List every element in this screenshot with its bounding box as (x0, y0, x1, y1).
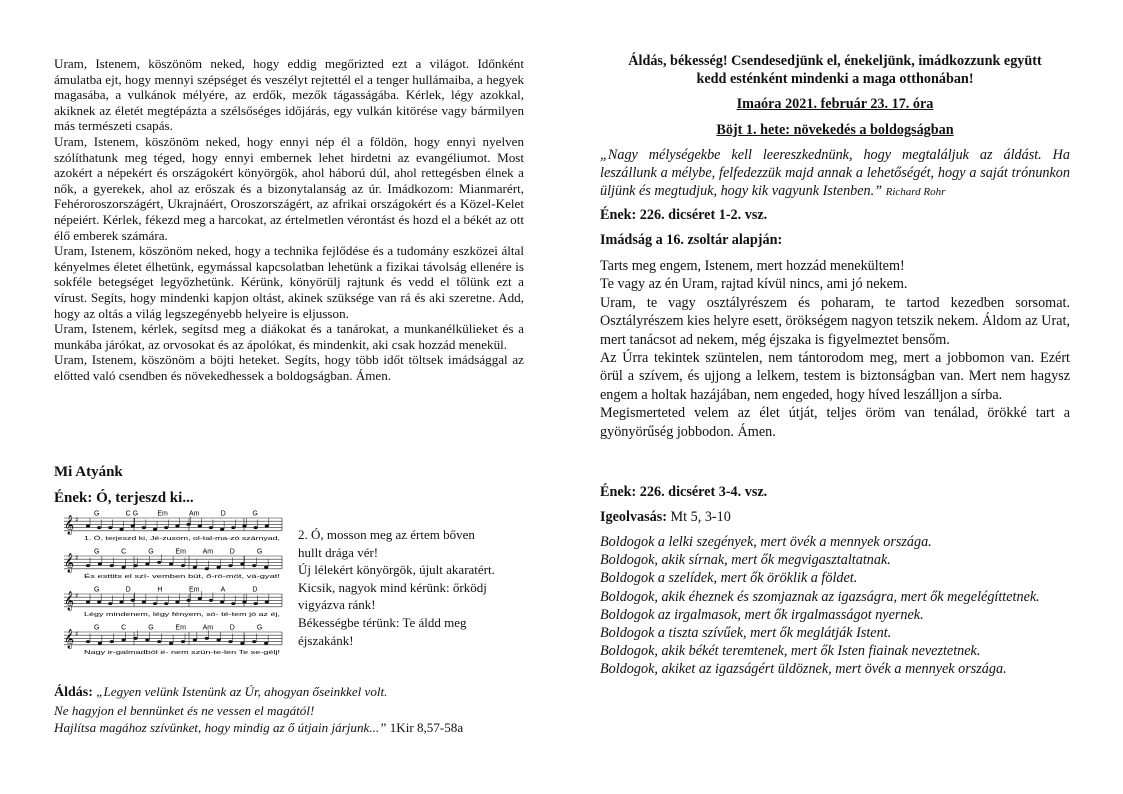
note-head (228, 640, 232, 643)
note-head (142, 526, 146, 529)
song-title: Ének: Ó, terjeszd ki... (54, 490, 194, 506)
note-head (133, 564, 137, 567)
note-head (108, 602, 112, 605)
psalm-paragraph: Tarts meg engem, Istenem, mert hozzád menekültem! (600, 258, 905, 274)
note-head (231, 526, 235, 529)
note-head (145, 639, 149, 642)
note-head (133, 637, 137, 640)
blessing-line-2: Ne hagyjon el bennünket és ne vessen el magától! (54, 702, 315, 718)
prayer-paragraph: Uram, Istenem, köszönöm a böjti heteket. Segíts, hogy több időt töltsek imádsággal az előtted való csendben és növekedhessek a boldogságban. Ámen. (54, 352, 524, 383)
note-head (186, 599, 190, 602)
lyric-line: 1. Ó, terjeszd ki, Jé-zusom, ol-tal-ma-zó szárnyad, (84, 536, 209, 542)
note-head (119, 601, 123, 604)
scripture-reference: Mt 5, 3-10 (667, 509, 731, 525)
note-head (86, 564, 90, 567)
treble-clef-icon: 𝄞 (64, 553, 75, 573)
chord-label: Em (157, 510, 168, 518)
note-head (153, 528, 157, 531)
verse-line: éjszakánk! (298, 632, 354, 648)
chord-label: Em (175, 624, 186, 632)
note-head (193, 566, 197, 569)
sheet-music (64, 506, 296, 664)
treble-clef-icon: 𝄞 (64, 591, 75, 611)
note-head (110, 640, 114, 643)
beatitude-line: Boldogok, akik éheznek és szomjaznak az igazságra, mert ők megelégíttetnek. (600, 588, 1040, 605)
note-head (231, 602, 235, 605)
lyric-line: Nagy ir-galmadból é- nem szün-te-len Te se-gélj! (84, 650, 281, 656)
note-head (181, 640, 185, 643)
note-head (97, 601, 101, 604)
prayer-paragraph: Uram, Istenem, kérlek, segítsd meg a diákokat és a tanárokat, a munkanélkülieket és a munkába járókat, az orvosokat és az ápolókat, és mindenkit, aki csak hozzád menekül. (54, 321, 524, 352)
beatitude-line: Boldogok a szelídek, mert ők öröklik a földet. (600, 570, 858, 587)
verse-line: Új lélekért könyörgök, újult akaratért. (298, 562, 495, 578)
note-head (86, 640, 90, 643)
note-head (169, 642, 173, 645)
chord-label: G (148, 548, 154, 556)
chord-label: C (121, 548, 127, 556)
note-head (205, 637, 209, 640)
note-head (169, 563, 173, 566)
beatitude-line: Boldogok a tiszta szívűek, mert ők meglátják Istent. (600, 625, 892, 642)
beatitude-line: Boldogok az irgalmasok, mert ők irgalmasságot nyernek. (600, 606, 924, 623)
verse-line: 2. Ó, mosson meg az értem bőven (298, 527, 475, 542)
note-head (157, 561, 161, 564)
beatitude-line: Boldogok a lelki szegények, mert övék a mennyek országa. (600, 534, 932, 550)
chord-label: G (148, 624, 154, 632)
note-head (252, 564, 256, 567)
chord-label: G (94, 548, 100, 556)
verse-line: hullt drága vér! (298, 544, 379, 560)
chord-label: A (220, 586, 226, 594)
note-head (265, 601, 269, 604)
treble-clef-icon: 𝄞 (64, 515, 75, 535)
blessing-label: Áldás: (54, 685, 93, 700)
note-head (264, 642, 268, 645)
psalm-paragraph: Te vagy az én Uram, rajtad kívül nincs, ami jó nekem. (600, 276, 908, 293)
note-head (97, 526, 101, 529)
right-page (600, 0, 1070, 794)
verse-line: Kicsik, nagyok mind kérünk: őrködj (298, 579, 487, 595)
note-head (142, 601, 146, 604)
note-head (209, 526, 213, 529)
page-title: Áldás, békesség! Csendesedjünk el, énekeljünk, imádkozzunk együtt kedd esténként mindenki a maga otthonában! (628, 53, 1042, 87)
note-head (119, 528, 123, 531)
verse-line: Békességbe térünk: Te áldd meg (298, 614, 467, 630)
adoration-heading: Imádság a 16. zsoltár alapján: (600, 232, 783, 248)
chord-label: C (121, 624, 127, 632)
note-head (264, 566, 268, 569)
blessing (54, 683, 529, 737)
note-head (145, 563, 149, 566)
note-head (198, 525, 202, 528)
lyric-line: És esttits el szí- vemben bút, ő-rö-möt, vá-gyat! (84, 574, 202, 580)
prayer-paragraph: Uram, Istenem, köszönöm neked, hogy a technika fejlődése és a tudomány eszközei által kényelmes életet élhetünk, egymással kapcsolatban lehetünk a fizikai távolság ellenére is sokféle betegséget legyőzhetünk. Kérünk, könyörülj rajtunk és vedd el tőlünk ezt a vírust. Segíts, hogy mindenki kapjon oltást, akinek szüksége van rá és aki szeretne. Add, hogy az oltás a világ legszegényebb helyeire is eljusson. (54, 243, 524, 321)
sharp-icon: ♯ (75, 592, 79, 600)
verse-line: vigyázva ránk! (298, 597, 376, 613)
note-head (220, 601, 224, 604)
note-head (209, 599, 213, 602)
blessing-line-1: Áldás: „Legyen velünk Istenünk az Úr, ahogyan őseinkkel volt. (54, 684, 388, 700)
chord-label: C G (125, 510, 139, 518)
left-page (54, 0, 524, 794)
beatitude-line: Boldogok, akik békét teremtenek, mert ők Isten fiainak neveztetnek. (600, 643, 981, 660)
note-head (157, 640, 161, 643)
chord-label: Em (175, 548, 186, 556)
chord-label: D (220, 510, 226, 518)
service-date: Imaóra 2021. február 23. 17. óra (736, 96, 934, 112)
note-head (86, 601, 90, 604)
chord-label: G (256, 624, 263, 632)
note-head (164, 526, 168, 529)
note-head (265, 525, 269, 528)
chord-label: G (94, 586, 100, 594)
note-head (242, 525, 246, 528)
lyric-line: Légy mindenem, légy fényem, só- té-tem jó az éj, (84, 612, 281, 618)
psalm-paragraph: Az Úrra tekintek szüntelen, nem tántorodom meg, mert a jobbomon van. Ezért örül a szívem, és ujjong a lelkem, testem is biztonságban van. Mert nem hagysz engem a holtak hazájában, nem engeded, hogy híved leszálljon a sírba. (600, 350, 1070, 403)
chord-label: D (252, 586, 258, 594)
chord-label: G (94, 624, 100, 632)
chord-label: D (125, 586, 131, 594)
note-head (175, 601, 179, 604)
beatitude-line: Boldogok, akik sírnak, mert ők megvigasztaltatnak. (600, 552, 891, 569)
note-head (131, 599, 135, 602)
chord-label: Am (189, 510, 200, 518)
note-head (205, 567, 209, 570)
note-head (240, 642, 244, 645)
chord-label: G (256, 548, 263, 556)
chord-label: Em (189, 586, 200, 594)
motto-quote: „Nagy mélységekbe kell leereszkednünk, hogy megtaláljuk az áldást. Ha leszállunk a mélybe, felfedezzük majd annak a lehetőségét, hogy a saját trónunkon üljünk és megtudjuk, hogy kik vagyunk Istenben.” Richard Rohr (600, 147, 1070, 199)
psalm-paragraph: Megismerteted velem az élet útját, teljes öröm van tenálad, örökké tart a gyönyörűség jobbodon. Ámen. (600, 405, 1070, 440)
note-head (86, 525, 90, 528)
note-head (153, 602, 157, 605)
song-2-heading: Ének: 226. dicséret 3-4. vsz. (600, 484, 768, 500)
prayer-paragraph: Uram, Istenem, köszönöm neked, hogy ennyi nép él a földön, hogy ennyi nyelven szólíthatunk meg téged, hogy ennyi embernek lehet hirdetni az evangéliumot. Most azokért a népekért és országokért könyörgök, ahol háború dúl, ahol rettegésben élnek a nők, a gyerekek, ahol az erőszak és a bizonytalanság az úr. Imádkozom: Mianmarért, Fehéroroszországért, Ukrajnáért, Oroszországért, az afrikai országokért és a Közel-Kelet népeiért. Kérlek, fékezd meg a harcokat, az értelmetlen vérontást és hozd el a békét az ott élő emberek számára. (54, 133, 524, 243)
scripture-reading-heading: Igeolvasás: Mt 5, 3-10 (600, 509, 731, 525)
week-theme: Böjt 1. hete: növekedés a boldogságban (716, 122, 954, 138)
note-head (240, 563, 244, 566)
beatitudes (600, 533, 1070, 679)
chord-label: G (94, 510, 100, 518)
psalm-paragraph: Uram, te vagy osztályrészem és poharam, te tartod kezedben sorsomat. Osztályrészem kies helyre esett, örökségem nagyon tetszik nekem. Áldom az Urat, mert tanácsot ad nekem, még éjszaka is figyelmeztet bensőm. (600, 294, 1071, 348)
note-head (217, 566, 221, 569)
note-head (108, 526, 112, 529)
note-head (122, 639, 126, 642)
lords-prayer-heading: Mi Atyánk (54, 464, 123, 480)
chord-label: D (229, 624, 235, 632)
psalm-prayer (600, 257, 1070, 441)
note-head (98, 642, 102, 645)
note-head (175, 525, 179, 528)
note-head (131, 525, 135, 528)
note-head (217, 639, 221, 642)
note-head (164, 602, 168, 605)
blessing-line-3: Hajlítsa magához szívünket, hogy mindig az ő útjain járjunk...” 1Kir 8,57-58a (54, 720, 464, 736)
song-verse-2 (298, 526, 528, 649)
song-1-heading: Ének: 226. dicséret 1-2. vsz. (600, 207, 768, 223)
note-head (98, 563, 102, 566)
note-head (254, 526, 258, 529)
chord-label: G (252, 510, 258, 518)
quote-author: Richard Rohr (885, 186, 946, 198)
note-head (198, 597, 202, 600)
chord-label: D (229, 548, 235, 556)
note-head (220, 528, 224, 531)
note-head (228, 564, 232, 567)
note-head (122, 566, 126, 569)
chord-label: Am (202, 548, 214, 556)
note-head (193, 639, 197, 642)
beatitude-line: Boldogok, akiket az igazságért üldöznek, mert övék a mennyek országa. (600, 661, 1007, 678)
chord-label: Am (202, 624, 214, 632)
note-head (181, 564, 185, 567)
prayer-paragraph: Uram, Istenem, köszönöm neked, hogy eddig megőrizted ezt a világot. Időnként ámulatba ejt, hogy mennyi szépséget és veszélyt rejtettél el a tenger hullámaiba, a hegyek magasába, a vulkánok mélyére, az erdők, mezők tágasságába. Kérlek, légy azokkal, akiknek az életét megtépázta a szélsőséges időjárás, egy vulkán kitörése vagy bármilyen más természeti csapás. (54, 56, 524, 134)
note-head (254, 602, 258, 605)
sharp-icon: ♯ (75, 554, 79, 562)
intercession-prayer (54, 56, 524, 383)
sharp-icon: ♯ (75, 630, 79, 638)
sharp-icon: ♯ (75, 516, 79, 524)
note-head (110, 564, 114, 567)
note-head (242, 601, 246, 604)
blessing-reference: 1Kir 8,57-58a (386, 720, 464, 736)
note-head (186, 523, 190, 526)
note-head (252, 640, 256, 643)
treble-clef-icon: 𝄞 (64, 629, 75, 649)
chord-label: H (157, 586, 163, 594)
